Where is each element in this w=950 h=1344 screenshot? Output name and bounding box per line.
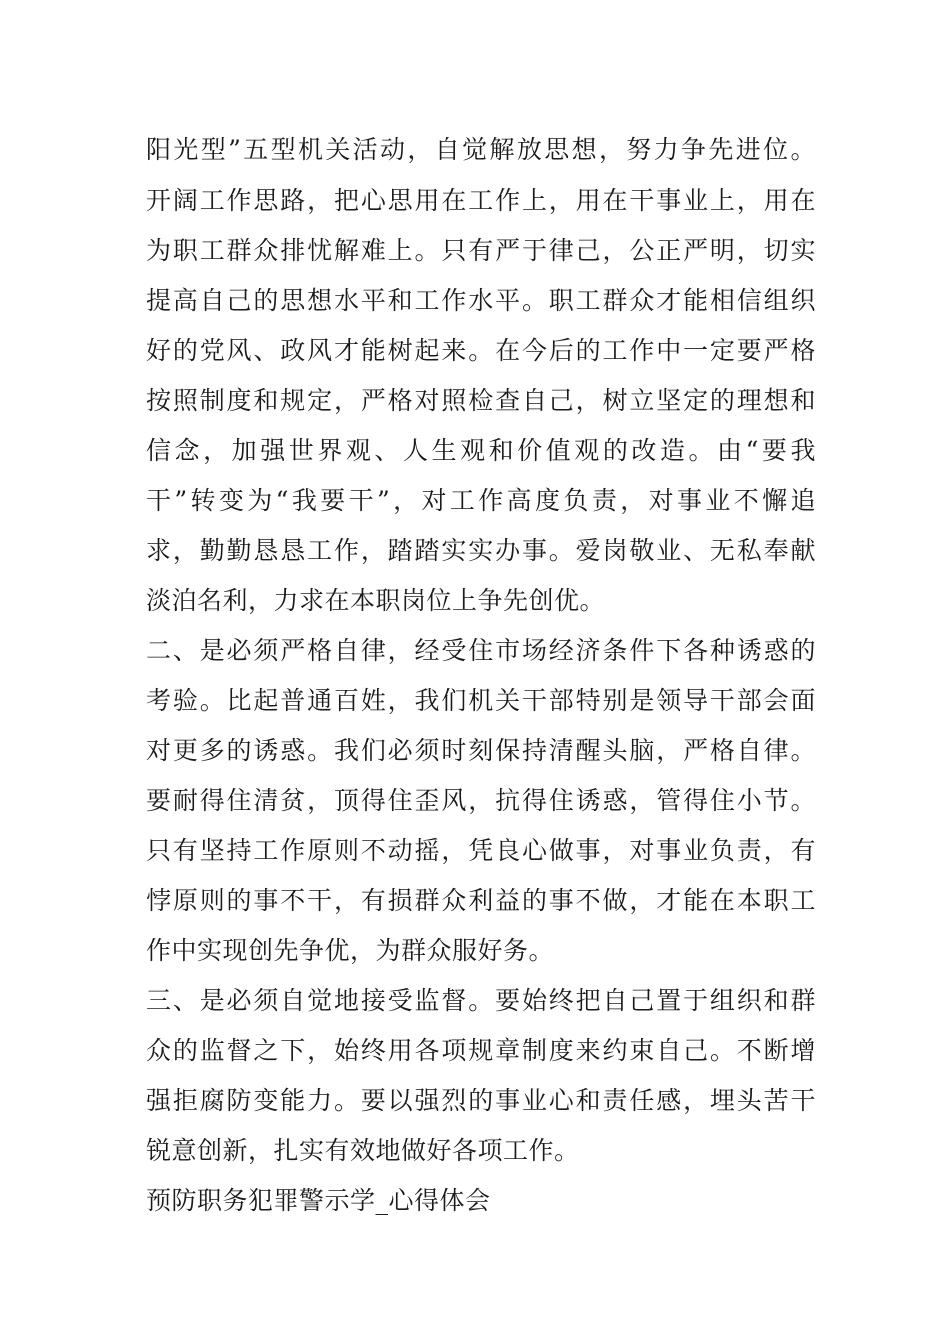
text-line: 好的党风、政风才能树起来。在今后的工作中一定要严格 [146, 336, 816, 365]
text-line: 众的监督之下，始终用各项规章制度来约束自己。不断增 [146, 1036, 816, 1065]
text-line: 按照制度和规定，严格对照检查自己，树立坚定的理想和 [146, 386, 816, 415]
text-line: 信念，加强世界观、人生观和价值观的改造。由“要我 [146, 436, 816, 465]
text-line: 锐意创新，扎实有效地做好各项工作。 [146, 1136, 580, 1165]
document-title-line: 预防职务犯罪警示学_心得体会 [146, 1186, 491, 1215]
text-line: 求，勤勤恳恳工作，踏踏实实办事。爱岗敬业、无私奉献 [146, 536, 816, 565]
text-line: 干”转变为“我要干”，对工作高度负责，对事业不懈追 [146, 486, 816, 515]
text-line: 为职工群众排忧解难上。只有严于律己，公正严明，切实 [146, 236, 816, 265]
text-line: 阳光型”五型机关活动，自觉解放思想，努力争先进位。 [146, 135, 816, 164]
text-line: 三、是必须自觉地接受监督。要始终把自己置于组织和群 [146, 986, 816, 1015]
text-line: 提高自己的思想水平和工作水平。职工群众才能相信组织 [146, 286, 816, 315]
text-line: 淡泊名利，力求在本职岗位上争先创优。 [146, 586, 606, 615]
text-line: 开阔工作思路，把心思用在工作上，用在干事业上，用在 [146, 186, 816, 215]
text-line: 要耐得住清贫，顶得住歪风，抗得住诱惑，管得住小节。 [146, 786, 816, 815]
text-line: 二、是必须严格自律，经受住市场经济条件下各种诱惑的 [146, 636, 816, 665]
text-line: 悖原则的事不干，有损群众利益的事不做，才能在本职工 [146, 886, 816, 915]
text-line: 强拒腐防变能力。要以强烈的事业心和责任感，埋头苦干 [146, 1086, 816, 1115]
text-line: 作中实现创先争优，为群众服好务。 [146, 936, 555, 965]
text-line: 对更多的诱惑。我们必须时刻保持清醒头脑，严格自律。 [146, 736, 816, 765]
text-line: 只有坚持工作原则不动摇，凭良心做事，对事业负责，有 [146, 836, 816, 865]
text-line: 考验。比起普通百姓，我们机关干部特别是领导干部会面 [146, 686, 816, 715]
